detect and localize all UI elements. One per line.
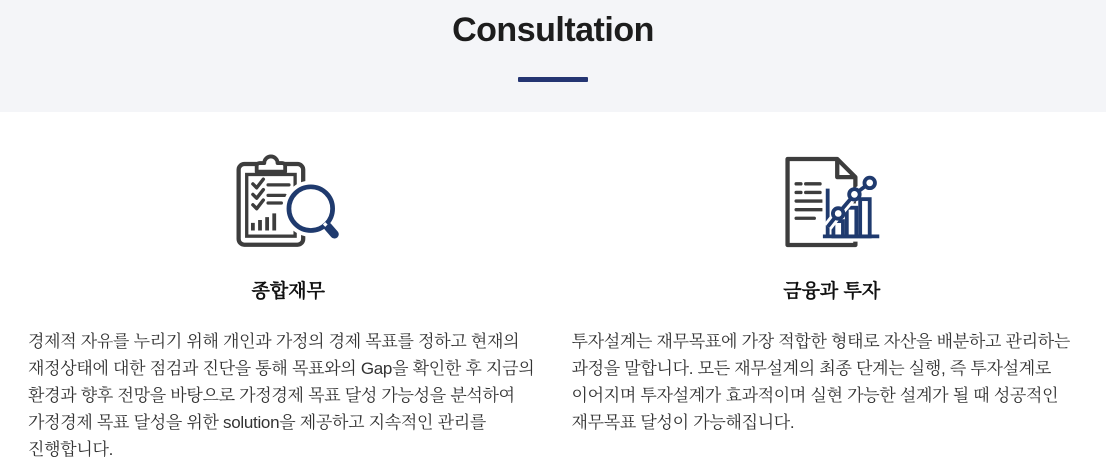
title-divider bbox=[518, 77, 588, 82]
section-title-comprehensive-finance: 종합재무 bbox=[251, 281, 325, 302]
header bbox=[0, 0, 1106, 112]
section-comprehensive-finance bbox=[28, 154, 549, 463]
section-title-finance-and-investment: 금융과 투자 bbox=[783, 281, 881, 302]
section-description-finance-and-investment: 투자설계는 재무목표에 가장 적합한 형태로 자산을 배분하고 관리하는 과정을 말합니다. 모든 재무설계의 최종 단계는 실행, 즉 투자설계로 이어지며 투자설계가 효과적이며 실현 가능한 설계가 될 때 성공적인 재무목표 달성이 가능해집니다. bbox=[571, 332, 1070, 432]
content bbox=[0, 112, 1106, 463]
document-growth-chart-icon bbox=[572, 154, 1093, 251]
section-finance-and-investment bbox=[572, 154, 1093, 463]
section-description-comprehensive-finance: 경제적 자유를 누리기 위해 개인과 가정의 경제 목표를 정하고 현재의 재정상태에 대한 점검과 진단을 통해 목표와의 Gap을 확인한 후 지금의 환경과 향후 전망을 바탕으로 가정경제 목표 달성 가능성을 분석하여 가정경제 목표 달성을 위한 solution을 제공하고 지속적인 관리를 진행합니다. bbox=[28, 332, 535, 459]
page-title: Consultation bbox=[452, 11, 654, 49]
clipboard-checklist-magnifier-icon bbox=[28, 154, 549, 251]
